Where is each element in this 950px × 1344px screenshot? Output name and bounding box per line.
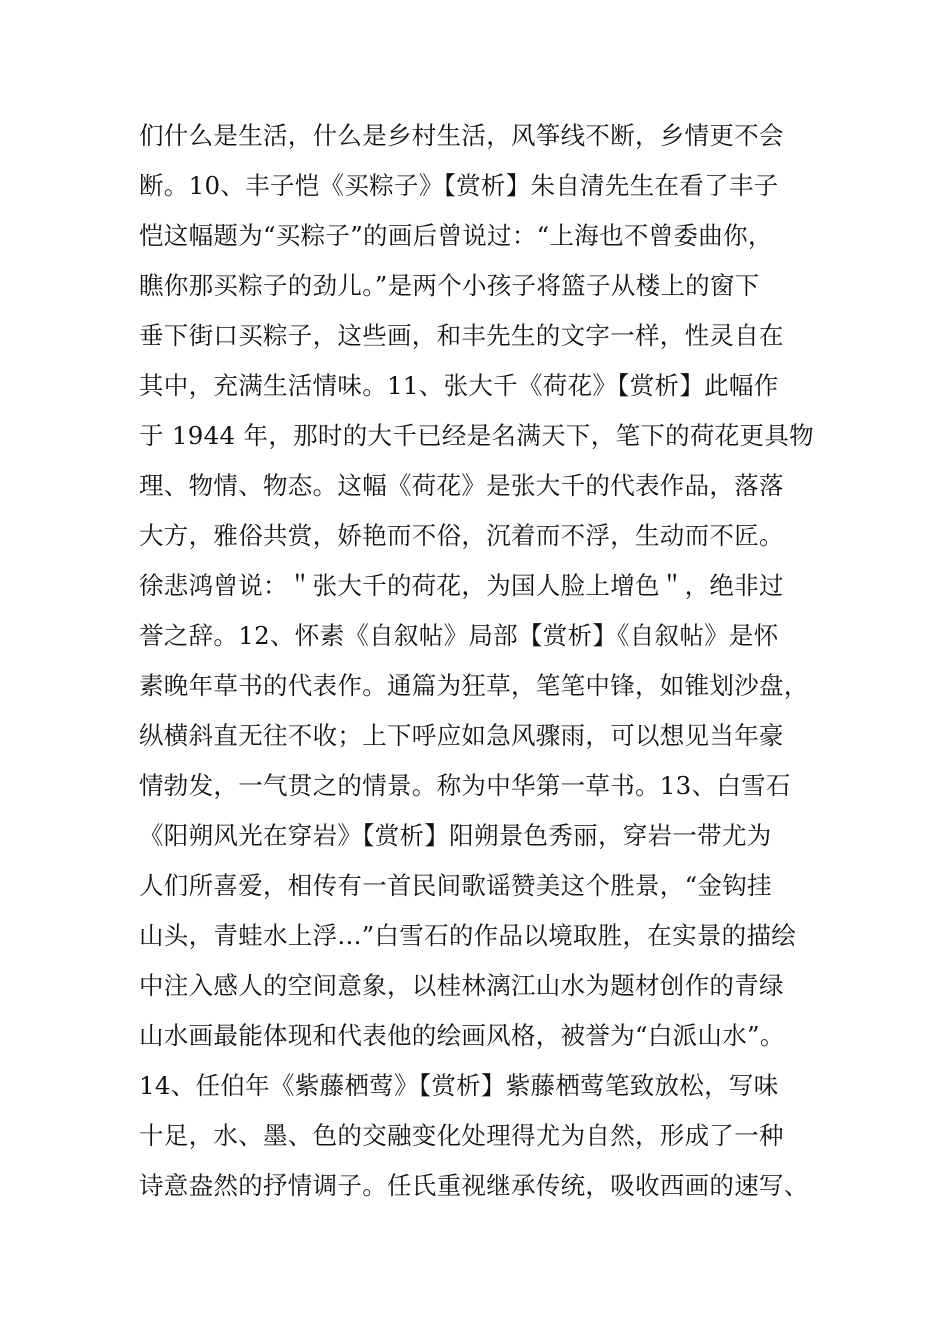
text-line: 恺这幅题为“买粽子”的画后曾说过：“上海也不曾委曲你， — [139, 221, 773, 250]
text-line: 于 1944 年，那时的大千已经是名满天下，笔下的荷花更具物 — [139, 421, 814, 450]
text-line: 徐悲鸿曾说：＂张大千的荷花，为国人脸上增色＂，绝非过 — [139, 571, 784, 600]
text-line: 们什么是生活，什么是乡村生活，风筝线不断，乡情更不会 — [139, 121, 784, 150]
body-text — [139, 111, 829, 1211]
text-line: 大方，雅俗共赏，娇艳而不俗，沉着而不浮，生动而不匠。 — [139, 521, 784, 550]
text-line: 诗意盎然的抒情调子。任氏重视继承传统，吸收西画的速写、 — [139, 1171, 809, 1200]
text-line: 素晚年草书的代表作。通篇为狂草，笔笔中锋，如锥划沙盘， — [139, 671, 809, 700]
text-line: 人们所喜爱，相传有一首民间歌谣赞美这个胜景，“金钩挂 — [139, 871, 772, 900]
text-line: 14、任伯年《紫藤栖莺》【赏析】紫藤栖莺笔致放松，写味 — [139, 1071, 779, 1100]
text-line: 山水画最能体现和代表他的绘画风格，被誉为“白派山水”。 — [139, 1021, 785, 1050]
text-line: 山头，青蛙水上浮...”白雪石的作品以境取胜，在实景的描绘 — [139, 921, 797, 950]
text-line: 中注入感人的空间意象，以桂林漓江山水为题材创作的青绿 — [139, 971, 784, 1000]
text-line: 《阳朔风光在穿岩》【赏析】阳朔景色秀丽，穿岩一带尤为 — [139, 821, 772, 850]
text-line: 断。10、丰子恺《买粽子》【赏析】朱自清先生在看了丰子 — [139, 171, 779, 200]
text-line: 理、物情、物态。这幅《荷花》是张大千的代表作品，落落 — [139, 471, 784, 500]
text-line: 情勃发，一气贯之的情景。称为中华第一草书。13、白雪石 — [139, 771, 791, 800]
text-line: 瞧你那买粽子的劲儿。”是两个小孩子将篮子从楼上的窗下 — [139, 271, 760, 300]
text-line: 垂下街口买粽子，这些画，和丰先生的文字一样，性灵自在 — [139, 321, 784, 350]
text-line: 纵横斜直无往不收；上下呼应如急风骤雨，可以想见当年豪 — [139, 721, 784, 750]
text-line: 其中，充满生活情味。11、张大千《荷花》【赏析】此幅作 — [139, 371, 779, 400]
text-line: 十足，水、墨、色的交融变化处理得尤为自然，形成了一种 — [139, 1121, 784, 1150]
text-line: 誉之辞。12、怀素《自叙帖》局部【赏析】《自叙帖》是怀 — [139, 621, 779, 650]
